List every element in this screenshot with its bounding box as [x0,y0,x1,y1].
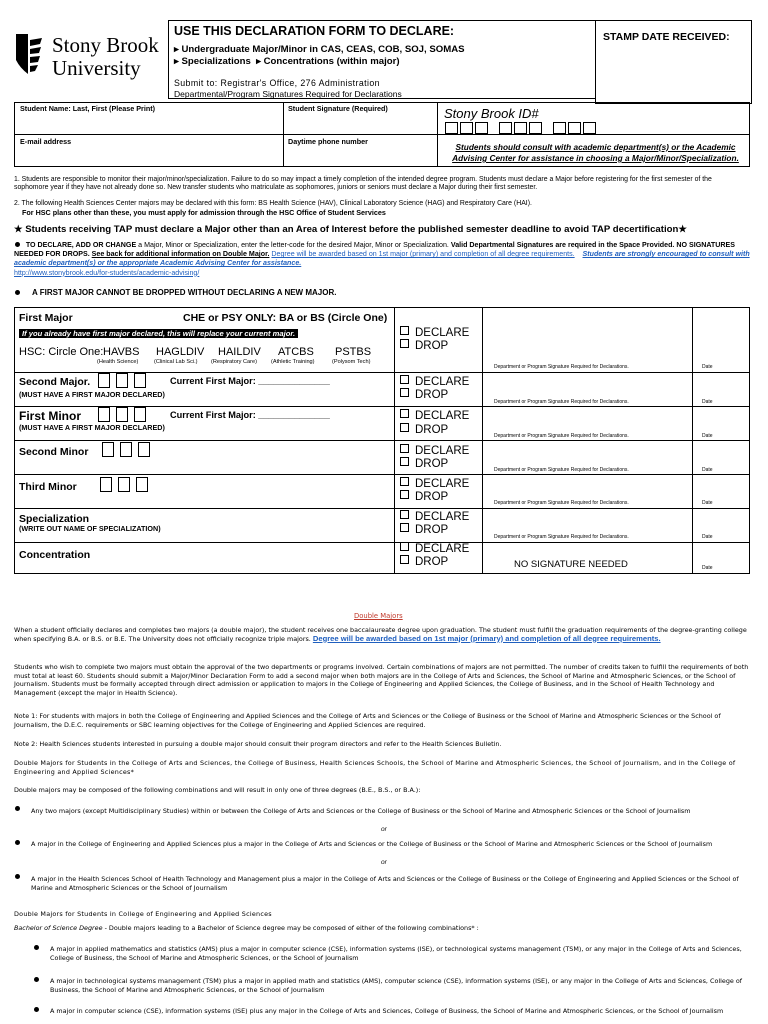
date-caption: Date [702,433,713,439]
declare-checkbox[interactable]: DECLARE [400,510,469,524]
first-minor-label: First Minor [19,409,81,423]
sig-caption: Department or Program Signature Required for Declarations. [494,433,629,439]
che-psy-note: CHE or PSY ONLY: BA or BS (Circle One) [183,312,388,324]
second-major-label: Second Major. [19,376,91,388]
double-b1: Any two majors (except Multidisciplinary Studies) within or between the College of Arts and Sciences or the College of Business or the School of Marine and Atmospheric Sciences or the School of Journalism [31,807,691,815]
id-digit-box[interactable] [499,122,512,134]
replace-warning: If you already have first major declared, this will replace your current major. [19,329,298,338]
sbid-label: Stony Brook ID# [444,106,539,121]
hsc-sub-label: (Respiratory Care) [211,359,258,365]
date-caption: Date [702,565,713,571]
double-c1: A major in applied mathematics and statistics (AMS) plus a major in computer science (CSE), information systems (ISE), or technological systems management (TSM), or any major in the College of Arts and Sciences, College of Business, the School of Marine and Atmospheric Sciences, or the School of Journalism [50,945,742,962]
double-majors-heading: Double Majors [354,612,403,620]
date-caption: Date [702,364,713,370]
declaration-line-1: ▸ Undergraduate Major/Minor in CAS, CEAS, COB, SOJ, SOMAS [174,44,465,55]
declaration-line-2: ▸ Specializations ▸ Concentrations (within major) [174,56,400,67]
code-box[interactable] [120,442,132,457]
note-1: 1. Students are responsible to monitor their major/minor/specialization. Failure to do so may impact a timely completion of the intended degree program. Students must declare a Major before registering for the first semester of the sophomore year if they have not already done so. New transfer students who matriculate as sophomores, juniors or seniors must declare a Major during their first semester. [14,176,712,192]
sig-caption: Department or Program Signature Required for Declarations. [494,500,629,506]
first-major-label: First Major [19,312,73,324]
date-caption: Date [702,467,713,473]
email-label: E-mail address [20,137,72,146]
university-name: Stony Brook University [52,33,159,80]
drop-checkbox[interactable]: DROP [400,523,448,537]
hsc-option-atcbs[interactable]: ATCBS [278,346,314,358]
double-p4: Double majors may be composed of the following combinations and will result in only one of three degrees (B.E., B.S., or B.A.): [14,786,421,794]
bullet-icon [15,874,20,879]
stony-brook-logo-icon [14,32,44,76]
write-out-specialization: (WRITE OUT NAME OF SPECIALIZATION) [19,524,161,533]
hsc-sub-label: (Athletic Training) [271,359,315,365]
second-minor-label: Second Minor [19,446,89,458]
double-c2: A major in technological systems management (TSM) plus a major in applied math and statistics (AMS), computer science (CSE), information systems (ISE), or any major in the College of Arts and Sciences, College of Business, the School of Marine and Atmospheric Sciences, or the School of Journalism [50,977,743,994]
sig-caption: Department or Program Signature Required for Declarations. [494,364,629,370]
id-digit-box[interactable] [583,122,596,134]
phone-label: Daytime phone number [288,137,368,146]
bullet-icon [15,840,20,845]
date-caption: Date [702,399,713,405]
code-box[interactable] [134,407,146,422]
id-digit-box[interactable] [445,122,458,134]
current-first-major: Current First Major: ______________ [170,410,330,420]
date-caption: Date [702,500,713,506]
bullet-icon [34,977,39,982]
double-p5: Double Majors for Students in College of Engineering and Applied Sciences [14,910,272,918]
declare-instructions: TO DECLARE, ADD OR CHANGE a Major, Minor or Specialization, enter the letter-code for the desired Major, Minor or Specialization. Valid Departmental Signatures are required in the Space Provided. NO SIGNATURES NEEDED FOR DROPS. See back for additional information on Double Major. Degree will be awarded based on 1st major (primary) and completion of all degree requirements. Students are strongly encouraged to consult with academic department(s) or the appropriate Academic Advising Center for assistance. http://www.stonybrook.edu/for-students/academic-advising/ [14,241,750,277]
code-box[interactable] [134,373,146,388]
dept-signatures-required: Departmental/Program Signatures Required for Declarations [174,89,402,99]
third-minor-label: Third Minor [19,481,77,493]
code-box[interactable] [100,477,112,492]
submit-to: Submit to: Registrar's Office, 276 Administration [174,78,380,88]
code-box[interactable] [118,477,130,492]
declare-checkbox[interactable]: DECLARE [400,542,469,556]
note-2: 2. The following Health Sciences Center majors may be declared with this form: BS Health Science (HAV), Clinical Laboratory Science (HAG) and Respiratory Care (HAI). [14,200,532,207]
sig-caption: Department or Program Signature Required for Declarations. [494,534,629,540]
code-box[interactable] [98,373,110,388]
double-p2: Students who wish to complete two majors must obtain the approval of the two departments or programs involved. Certain combinations of majors are not permitted. The number of credits taken to fulfill the requirements of both must total at least 60. Students should submit a Major/Minor Declaration Form to add a second major when both majors are in the College of Arts and Sciences, the School of Marine and Atmospheric Sciences, or the School of Journalism. Students must be formally accepted through direct admission or application to majors in the College of Engineering and Applied Sciences, the College of Business, and in the School of Health Technology and Management (except the major in Health Science). [14,663,749,697]
double-note1: Note 1: For students with majors in both the College of Engineering and Applied Sciences and the College of Arts and Sciences or the College of Business or the School of Marine and Atmospheric Sciences or the School of Journalism, the D.E.C. requirements or SBC learning objectives for the College of Engineering and Applied Sciences are required. [14,712,721,729]
bullet-icon [15,290,20,295]
code-box[interactable] [116,373,128,388]
note-2-hsc: For HSC plans other than these, you must apply for admission through the HSC Office of Student Services [22,208,386,217]
hsc-label: HSC: Circle One: [19,346,104,358]
double-p1: When a student officially declares and completes two majors (a double major), the student receives one baccalaureate degree upon graduation. The student must fulfill the graduation requirements of the degree-granting college when specifying B.A. or B.S. or B.E. The University does not officially recognize triple majors. Degree will be awarded based on 1st major (primary) and completion of all degree requirements. [14,626,747,643]
declare-checkbox[interactable]: DECLARE [400,477,469,491]
code-box[interactable] [138,442,150,457]
double-b2: A major in the College of Engineering and Applied Sciences plus a major in the College of Arts and Sciences or the College of Business or the School of Marine and Atmospheric Sciences or the School of Journalism [31,840,713,848]
id-digit-box[interactable] [568,122,581,134]
drop-checkbox[interactable]: DROP [400,490,448,504]
or-label: or [381,826,387,833]
hsc-option-havbs[interactable]: HAVBS [103,346,140,358]
no-signature-needed: NO SIGNATURE NEEDED [514,559,628,570]
bullet-icon [15,806,20,811]
sig-caption: Department or Program Signature Required for Declarations. [494,467,629,473]
student-signature-label: Student Signature (Required) [288,104,388,113]
must-first-major: (MUST HAVE A FIRST MAJOR DECLARED) [19,390,165,399]
date-caption: Date [702,534,713,540]
bullet-icon [34,1007,39,1012]
hsc-sub-label: (Clinical Lab Sci.) [154,359,198,365]
must-first-major: (MUST HAVE A FIRST MAJOR DECLARED) [19,423,165,432]
double-p6: Bachelor of Science Degree - Double majors leading to a Bachelor of Science degree may be composed of either of the following combinations* : [14,924,479,932]
code-box[interactable] [136,477,148,492]
sig-caption: Department or Program Signature Required for Declarations. [494,399,629,405]
double-p3: Double Majors for Students in the College of Arts and Sciences, the College of Business, Health Sciences Schools, the School of Marine and Atmospheric Sciences, the School of Journalism, and in the College of Engineering and Applied Sciences* [14,759,736,776]
tap-notice: ★ Students receiving TAP must declare a Major other than an Area of Interest before the published semester deadline to avoid TAP decertification★ [14,224,687,235]
double-b3: A major in the Health Sciences School of Health Technology and Management plus a major in the College of Arts and Sciences or the College of Business or the College of Engineering and Applied Sciences or the School of Marine and Atmospheric Sciences or the School of Journalism [31,875,739,892]
drop-checkbox[interactable]: DROP [400,388,448,402]
consult-notice: Students should consult with academic department(s) or the Academic Advising Center for assistance in choosing a Major/Minor/Specialization. [452,142,739,163]
double-c3: A major in computer science (CSE), information systems (ISE) plus any major in the College of Arts and Sciences, College of Business, the School of Marine and Atmospheric Sciences, or the School of Journalism [50,1007,724,1015]
declare-checkbox[interactable]: DECLARE [400,409,469,423]
first-major-note: A FIRST MAJOR CANNOT BE DROPPED WITHOUT DECLARING A NEW MAJOR. [32,288,337,297]
code-box[interactable] [116,407,128,422]
bullet-icon [34,945,39,950]
drop-checkbox[interactable]: DROP [400,555,448,569]
hsc-sub-label: (Polysom Tech) [332,359,371,365]
id-digit-box[interactable] [553,122,566,134]
drop-checkbox[interactable]: DROP [400,339,448,353]
code-box[interactable] [102,442,114,457]
advising-link[interactable]: http://www.stonybrook.edu/for-students/academic-advising/ [14,268,200,277]
declaration-title: USE THIS DECLARATION FORM TO DECLARE: [174,24,455,38]
declare-checkbox[interactable]: DECLARE [400,444,469,458]
hsc-option-pstbs[interactable]: PSTBS [335,346,372,358]
hsc-option-hagldiv[interactable]: HAGLDIV [156,346,205,358]
specialization-label: Specialization [19,513,90,525]
double-note2: Note 2: Health Sciences students interested in pursuing a double major should consult their program directors and refer to the Health Sciences Bulletin. [14,740,502,748]
concentration-label: Concentration [19,549,91,561]
declare-checkbox[interactable]: DECLARE [400,326,469,340]
stamp-date-label: STAMP DATE RECEIVED: [603,31,730,43]
id-digit-box[interactable] [475,122,488,134]
id-digit-box[interactable] [514,122,527,134]
code-box[interactable] [98,407,110,422]
id-digit-box[interactable] [529,122,542,134]
hsc-sub-label: (Health Science) [97,359,139,365]
declare-checkbox[interactable]: DECLARE [400,375,469,389]
id-digit-box[interactable] [460,122,473,134]
drop-checkbox[interactable]: DROP [400,457,448,471]
current-first-major: Current First Major: ______________ [170,376,330,386]
student-name-label: Student Name: Last, First (Please Print) [20,104,155,113]
hsc-option-haildiv[interactable]: HAILDIV [218,346,261,358]
or-label: or [381,859,387,866]
drop-checkbox[interactable]: DROP [400,423,448,437]
